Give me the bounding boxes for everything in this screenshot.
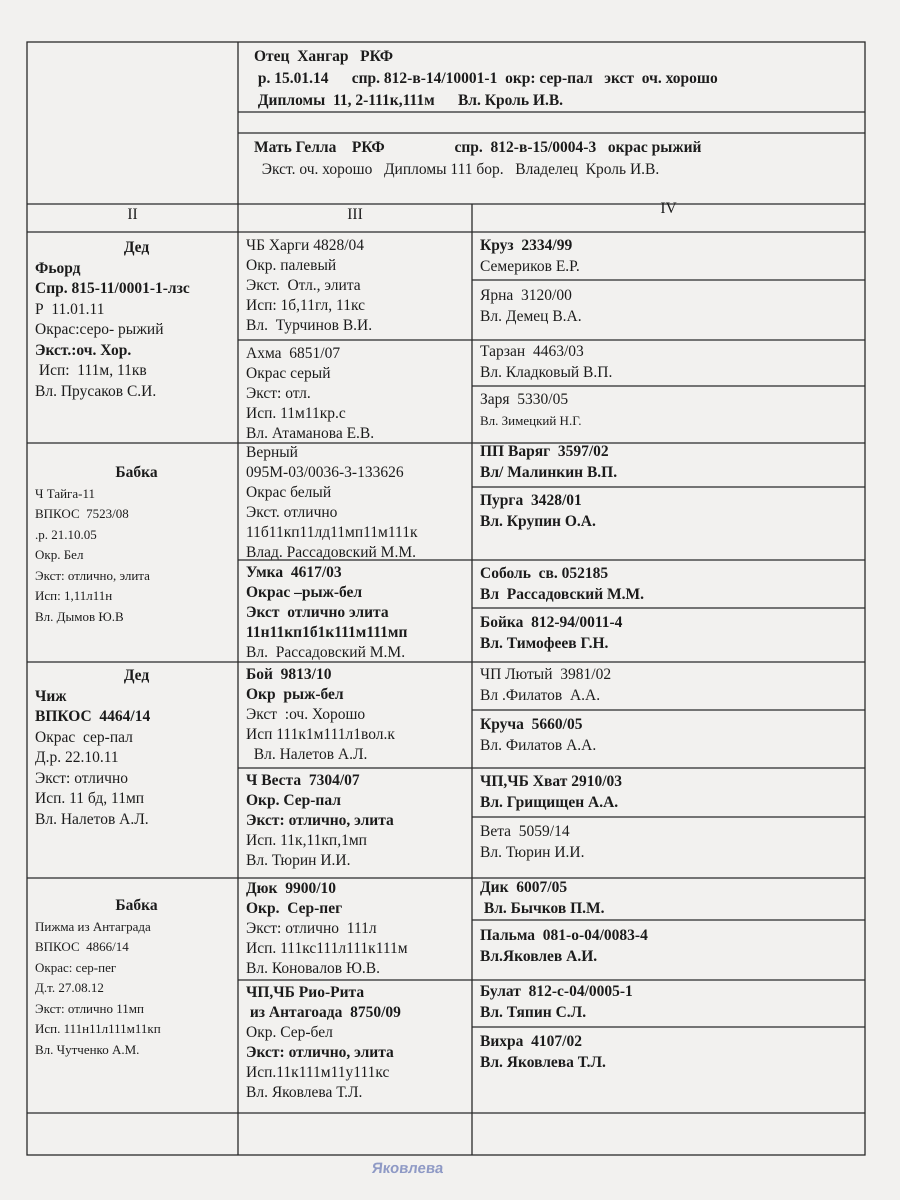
entry-line: Ч Веста 7304/07 [246,772,360,789]
entry-line: Вл. Коновалов Ю.В. [246,960,381,977]
entry-line: Экст. оч. хорошо Дипломы 111 бор. Владелец Кроль И.В. [254,161,660,178]
entry-line: Вл. Тюрин И.И. [246,852,351,869]
entry-line: Круз 2334/99 [480,237,573,254]
entry-line: Семериков Е.Р. [480,258,580,275]
entry-line: Вл. Рассадовский М.М. [246,644,406,661]
entry-line: Вл. Тимофеев Г.Н. [480,635,609,652]
great-great-grandparent-10 [472,714,865,756]
entry-line: Круча 5660/05 [480,716,583,733]
column-header-iii: III [347,206,363,223]
entry-line: Дед [123,239,150,256]
great-great-grandparent-1 [472,235,865,277]
entry-line: Окр. палевый [246,257,337,274]
entry-line: ВПКОС 7523/08 [35,506,129,521]
entry-line: 11н11кп1б1к111м111мп [246,624,408,641]
entry-line: Окрас сер-пал [35,728,133,746]
entry-line: Вл. Зимецкий Н.Г. [480,413,582,428]
great-great-grandparent-3 [472,341,865,383]
entry-line: Ч Тайга-11 [35,485,95,501]
entry-line: Экст.:оч. Хор. [35,341,132,359]
entry-line: Вл .Филатов А.А. [480,687,601,704]
entry-line: Экст: отлично [35,769,129,787]
entry-line: Экст: отл. [246,385,311,402]
entry-line: ПП Варяг 3597/02 [480,443,609,460]
great-grandparent-3 [238,443,472,563]
great-great-grandparent-12 [472,821,865,863]
entry-line: Влад. Рассадовский М.М. [246,544,416,561]
great-grandparent-2 [238,344,472,444]
entry-line: 11б11кп11лд11мп11м111к [246,524,418,541]
entry-line: Экст: отлично, элита [246,1044,394,1061]
entry-line: Вл. Бычков П.М. [480,900,605,917]
entry-line: ЧП,ЧБ Рио-Рита [246,984,365,1001]
entry-line: Чиж [35,687,67,705]
entry-line: Умка 4617/03 [246,564,342,581]
entry-line: .р. 21.10.05 [35,526,97,542]
entry-line: Пальма 081-о-04/0083-4 [480,927,648,944]
entry-line: Вл. Чутченко А.М. [35,1041,140,1057]
entry-line: Мать Гелла РКФ спр. 812-в-15/0004-3 окрас рыжий [254,139,702,156]
entry-line: Соболь св. 052185 [480,565,609,582]
column-header-iv: IV [660,200,677,217]
entry-line: Вл. Тяпин С.Л. [480,1004,587,1021]
entry-line: Вл. Дымов Ю.В [35,608,124,624]
mother-info [246,137,861,181]
entry-line: Вл.Яковлев А.И. [480,948,598,965]
entry-line: Вл. Крупин О.А. [480,513,596,530]
great-great-grandparent-6 [472,490,865,532]
entry-line: Исп 111к1м111л1вол.к [246,726,395,743]
great-great-grandparent-14 [472,925,865,967]
entry-line: Пижма из Антаграда [35,918,151,934]
entry-line: Бабка [115,897,158,914]
entry-line: Окрас:серо- рыжий [35,321,164,338]
entry-line: Вихра 4107/02 [480,1033,582,1050]
entry-line: Исп. 111н11л111м11кп [35,1021,161,1036]
entry-line: Вл/ Малинкин В.П. [480,464,618,481]
grandparent-1 [27,238,238,402]
entry-line: Экст: отлично 11мп [35,1000,144,1016]
entry-line: Р 11.01.11 [35,300,105,318]
entry-line: Ярна 3120/00 [480,287,572,304]
entry-line: Экст. Отл., элита [246,277,361,294]
entry-line: р. 15.01.14 спр. 812-в-14/10001-1 окр: сер-пал экст оч. хорошо [254,70,718,87]
entry-line: Вл. Яковлева Т.Л. [480,1054,606,1071]
entry-line: Вл. Атаманова Е.В. [246,425,375,442]
entry-line: ЧБ Харги 4828/04 [246,237,365,254]
entry-line: Окрас серый [246,365,331,382]
grandparent-3 [27,666,238,830]
great-grandparent-4 [238,563,472,663]
entry-line: Окр. Бел [35,547,84,562]
entry-line: Окр. Сер-бел [246,1024,333,1041]
entry-line: Булат 812-с-04/0005-1 [480,983,633,1000]
entry-line: Вл. Тюрин И.И. [480,844,585,861]
entry-line: Дипломы 11, 2-111к,111м Вл. Кроль И.В. [254,92,564,109]
great-great-grandparent-15 [472,981,865,1023]
entry-line: Вл. Налетов А.Л. [35,810,149,828]
entry-line: Тарзан 4463/03 [480,343,584,360]
entry-line: Вл Рассадовский М.М. [480,586,645,603]
great-great-grandparent-11 [472,771,865,813]
entry-line: Вл. Налетов А.Л. [246,746,368,763]
great-grandparent-1 [238,236,472,336]
column-header-ii: II [127,206,138,223]
entry-line: Дик 6007/05 [480,879,568,896]
entry-line: Фьорд [35,259,81,277]
entry-line: Окр рыж-бел [246,686,344,703]
entry-line: ВПКОС 4464/14 [35,708,151,725]
entry-line: ЧП,ЧБ Хват 2910/03 [480,773,623,790]
entry-line: Вл. Яковлева Т.Л. [246,1084,363,1101]
great-great-grandparent-9 [472,664,865,706]
entry-line: Бойка 812-94/0011-4 [480,614,623,631]
entry-line: Исп. 111кс111л111к111м [246,940,408,957]
great-great-grandparent-4 [472,389,865,431]
entry-line: Заря 5330/05 [480,391,569,408]
entry-line: Дюк 9900/10 [246,880,336,897]
entry-line: Отец Хангар РКФ [254,48,394,65]
entry-line: Спр. 815-11/0001-1-лзс [35,280,190,297]
entry-line: Экст: отлично 111л [246,920,377,937]
entry-line: Окр. Сер-пал [246,792,341,809]
entry-line: Экст: отлично, элита [35,567,150,583]
entry-line: Вл. Кладковый В.П. [480,364,613,381]
entry-line: Верный [246,444,298,461]
entry-line: Вета 5059/14 [480,823,570,840]
entry-line: Окрас белый [246,484,332,501]
father-info [246,46,861,112]
entry-line: Исп: 1б,11гл, 11кс [246,297,365,314]
entry-line: Окрас: сер-пег [35,959,117,975]
entry-line: Экст отлично элита [246,604,389,621]
entry-line: Окр. Сер-пег [246,900,343,917]
great-grandparent-5 [238,665,472,765]
entry-line: Вл. Прусаков С.И. [35,382,157,400]
entry-line: 095М-03/0036-3-133626 [246,464,404,481]
great-grandparent-7 [238,879,472,979]
entry-line: Дед [123,667,150,684]
entry-line: Вл. Демец В.А. [480,308,582,325]
entry-line: Ахма 6851/07 [246,345,341,362]
great-great-grandparent-13 [472,877,865,919]
entry-line: Экст :оч. Хорошо [246,706,366,723]
great-great-grandparent-16 [472,1031,865,1073]
great-great-grandparent-5 [472,441,865,483]
entry-line: Экст: отлично, элита [246,812,394,829]
entry-line: ЧП Лютый 3981/02 [480,666,612,683]
entry-line: Исп. 11 бд, 11мп [35,790,145,807]
entry-line: ВПКОС 4866/14 [35,939,129,954]
entry-line: Экст. отлично [246,504,338,521]
entry-line: Исп.11к111м11у111кс [246,1064,390,1081]
entry-line: Пурга 3428/01 [480,492,582,509]
entry-line: Исп: 111м, 11кв [35,362,147,379]
signature-stamp: Яковлева [371,1160,445,1177]
entry-line: Бой 9813/10 [246,666,332,683]
entry-line: Вл. Филатов А.А. [480,737,597,754]
entry-line: из Антагоада 8750/09 [246,1004,401,1021]
entry-line: Вл. Грищищен А.А. [480,794,619,811]
entry-line: Исп. 11м11кр.с [246,405,346,422]
entry-line: Исп: 1,11л11н [35,588,113,603]
great-great-grandparent-2 [472,285,865,327]
entry-line: Вл. Турчинов В.И. [246,317,373,334]
entry-line: Бабка [115,464,158,481]
great-great-grandparent-7 [472,563,865,605]
great-great-grandparent-8 [472,612,865,654]
great-grandparent-8 [238,983,472,1103]
great-grandparent-6 [238,771,472,871]
grandparent-2 [27,463,238,627]
grandparent-4 [27,896,238,1060]
entry-line: Окрас –рыж-бел [246,584,363,601]
entry-line: Д.т. 27.08.12 [35,980,104,995]
entry-line: Исп. 11к,11кп,1мп [246,832,367,849]
entry-line: Д.р. 22.10.11 [35,749,119,766]
